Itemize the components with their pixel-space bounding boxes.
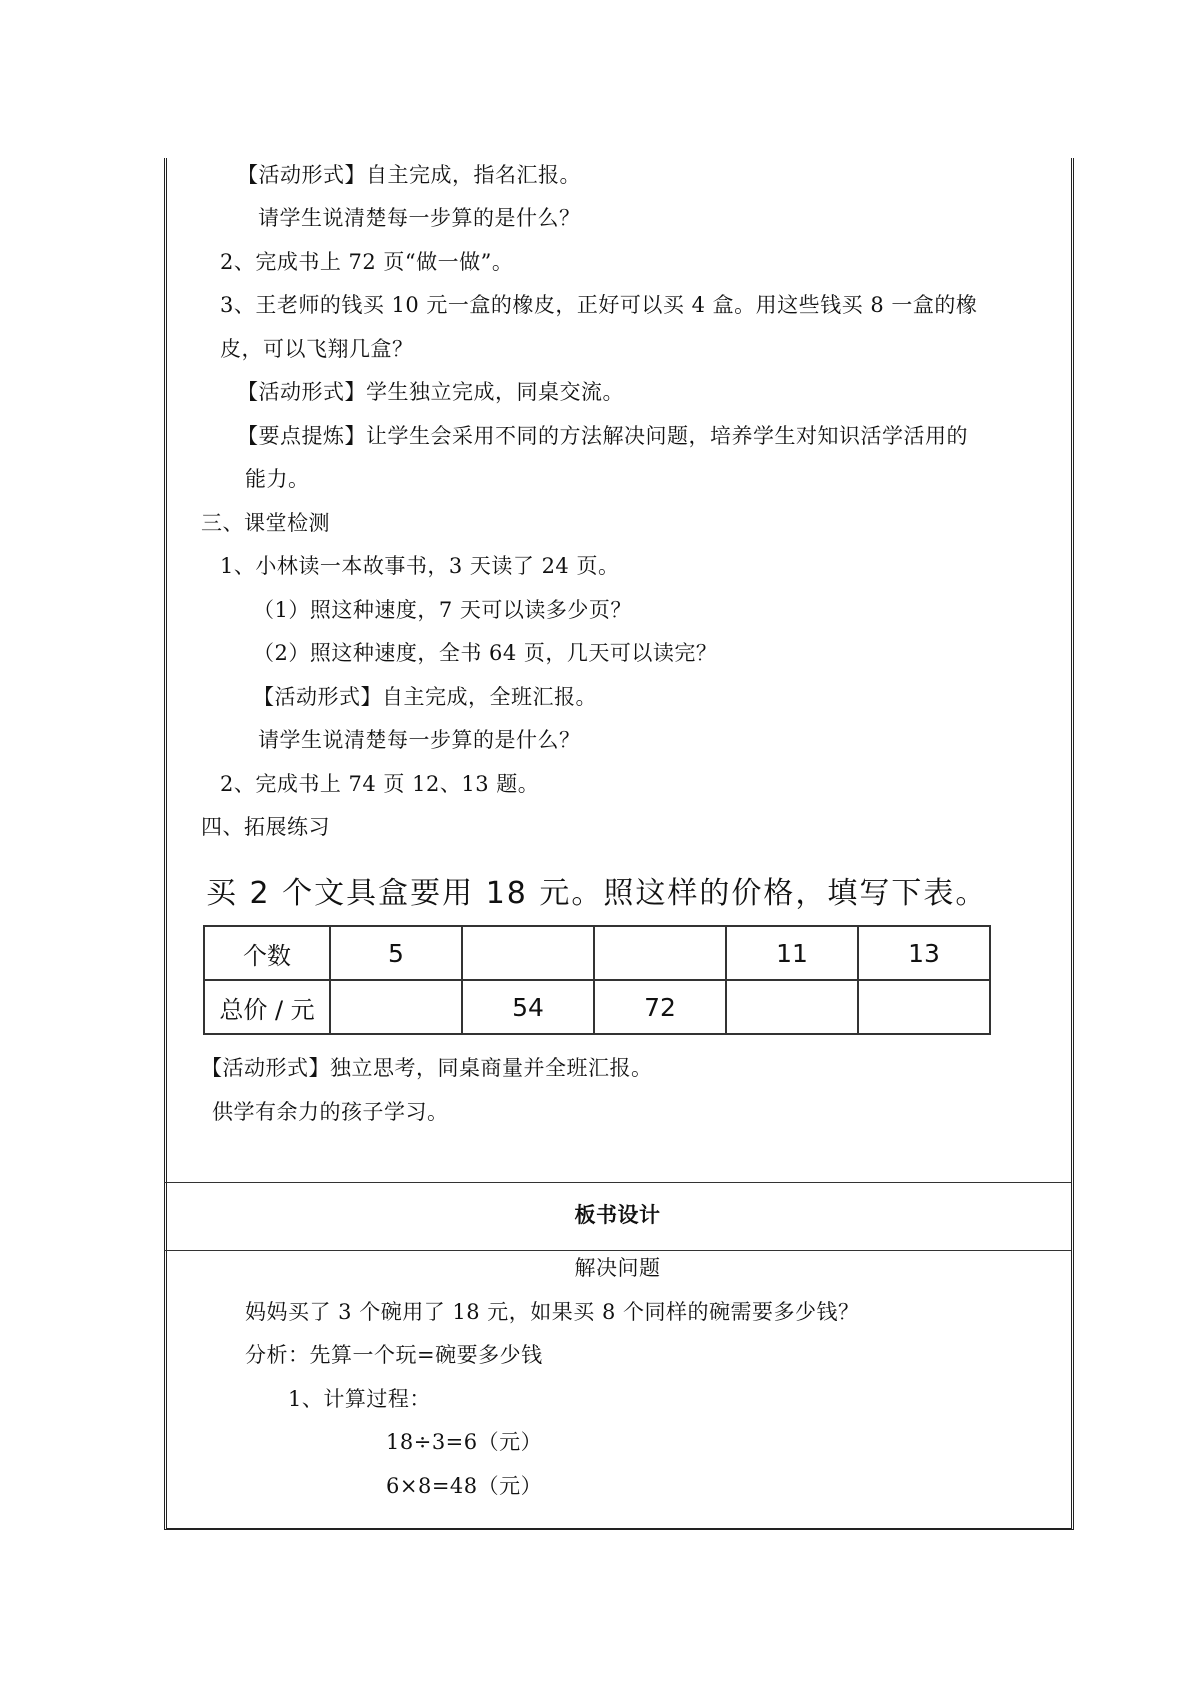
table-cell: 个数 bbox=[204, 926, 330, 980]
sub-question: （1）照这种速度，7 天可以读多少页？ bbox=[253, 598, 632, 622]
table-row bbox=[204, 926, 990, 980]
instruction-text: 请学生说清楚每一步算的是什么？ bbox=[258, 728, 581, 752]
activity-form: 【活动形式】自主完成，全班汇报。 bbox=[253, 685, 597, 709]
instruction-text: 请学生说清楚每一步算的是什么？ bbox=[258, 206, 581, 230]
task-item: 2、完成书上 74 页 12、13 题。 bbox=[220, 772, 540, 796]
board-equation: 6×8=48（元） bbox=[386, 1474, 543, 1498]
table-cell bbox=[726, 980, 858, 1034]
board-problem: 妈妈买了 3 个碗用了 18 元，如果买 8 个同样的碗需要多少钱？ bbox=[245, 1300, 860, 1324]
section-divider bbox=[164, 1182, 1071, 1183]
table-cell: 5 bbox=[330, 926, 462, 980]
table-cell bbox=[858, 980, 990, 1034]
activity-form: 【活动形式】学生独立完成，同桌交流。 bbox=[237, 380, 624, 404]
table-cell bbox=[594, 926, 726, 980]
board-equation: 18÷3=6（元） bbox=[386, 1430, 543, 1454]
task-item: 2、完成书上 72 页“做一做”。 bbox=[220, 250, 514, 274]
table-cell: 总价 / 元 bbox=[204, 980, 330, 1034]
task-item: 1、小林读一本故事书，3 天读了 24 页。 bbox=[220, 554, 620, 578]
exercise-prompt: 买 2 个文具盒要用 18 元。照这样的价格，填写下表。 bbox=[206, 876, 988, 911]
board-analysis: 分析：先算一个玩=碗要多少钱 bbox=[245, 1343, 543, 1367]
board-title: 解决问题 bbox=[574, 1256, 661, 1280]
task-item-continued: 皮，可以飞翔几盒？ bbox=[220, 337, 414, 361]
board-heading: 板书设计 bbox=[574, 1202, 661, 1227]
section-divider bbox=[164, 1250, 1071, 1251]
key-point-continued: 能力。 bbox=[245, 467, 310, 491]
table-cell: 54 bbox=[462, 980, 594, 1034]
table-cell: 13 bbox=[858, 926, 990, 980]
table-row bbox=[204, 980, 990, 1034]
table-cell bbox=[462, 926, 594, 980]
note-text: 供学有余力的孩子学习。 bbox=[212, 1100, 449, 1124]
activity-form: 【活动形式】独立思考，同桌商量并全班汇报。 bbox=[201, 1056, 653, 1080]
activity-form: 【活动形式】自主完成，指名汇报。 bbox=[237, 163, 581, 187]
price-table bbox=[203, 925, 991, 1035]
section-heading: 三、课堂检测 bbox=[201, 511, 330, 535]
task-item: 3、王老师的钱买 10 元一盒的橡皮，正好可以买 4 盒。用这些钱买 8 一盒的橡 bbox=[220, 293, 978, 317]
table-cell bbox=[330, 980, 462, 1034]
section-heading: 四、拓展练习 bbox=[201, 815, 330, 839]
table-cell: 72 bbox=[594, 980, 726, 1034]
key-point: 【要点提炼】让学生会采用不同的方法解决问题，培养学生对知识活学活用的 bbox=[237, 424, 968, 448]
board-step: 1、计算过程： bbox=[288, 1387, 431, 1411]
sub-question: （2）照这种速度，全书 64 页，几天可以读完？ bbox=[253, 641, 718, 665]
table-cell: 11 bbox=[726, 926, 858, 980]
